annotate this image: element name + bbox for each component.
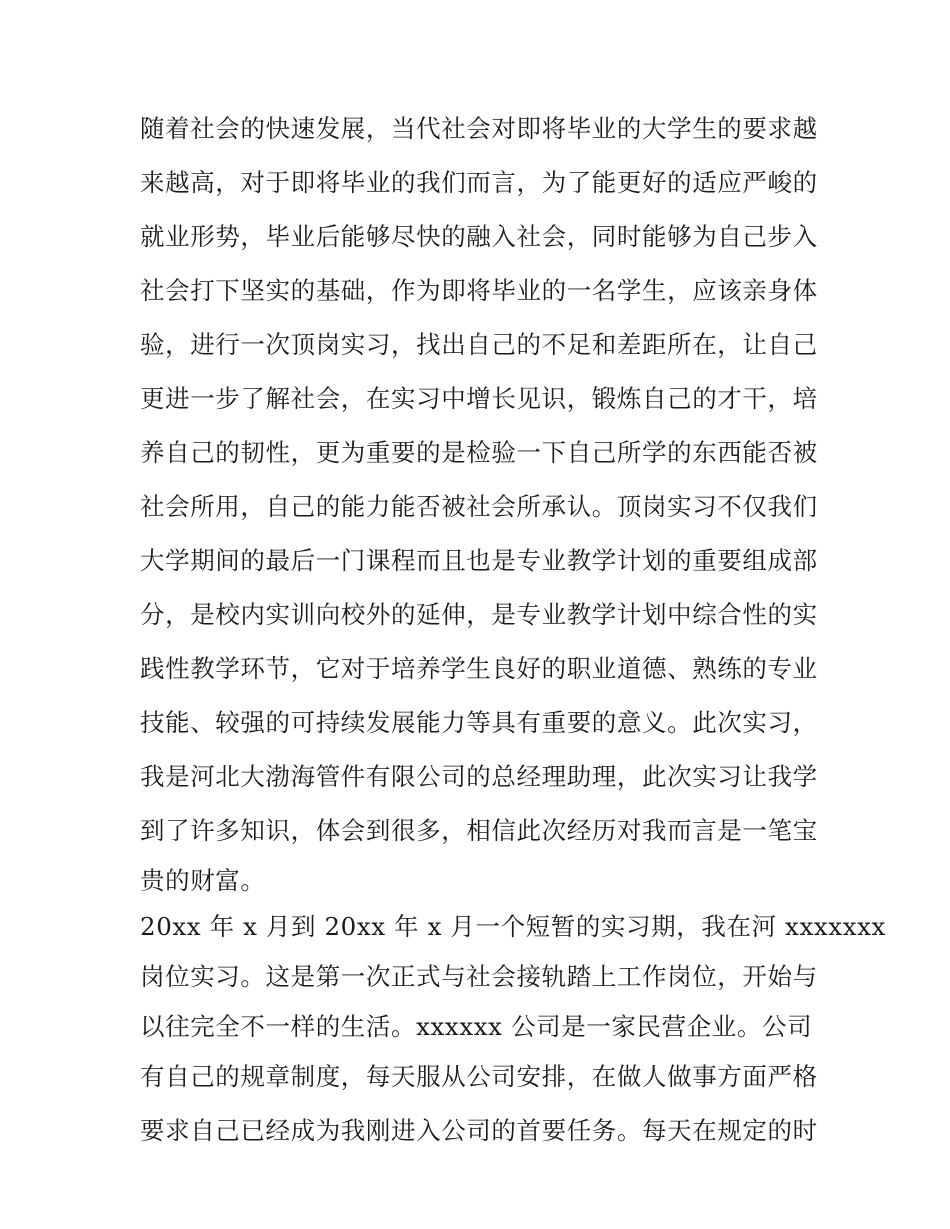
text-line: 岗位实习。这是第一次正式与社会接轨踏上工作岗位，开始与 (140, 962, 818, 991)
paragraph-2 (140, 904, 886, 1158)
document-body (140, 102, 886, 1158)
text-line: 大学期间的最后一门课程而且也是专业教学计划的重要组成部 (140, 546, 818, 575)
text-line: 贵的财富。 (140, 866, 266, 895)
text-line: 到了许多知识，体会到很多，相信此次经历对我而言是一笔宝 (140, 816, 818, 845)
text-line: 分，是校内实训向校外的延伸，是专业教学计划中综合性的实 (140, 600, 818, 629)
text-line: 我是河北大渤海管件有限公司的总经理助理，此次实习让我学 (140, 762, 818, 791)
text-line: 践性教学环节，它对于培养学生良好的职业道德、熟练的专业 (140, 654, 818, 683)
text-line: 有自己的规章制度，每天服从公司安排，在做人做事方面严格 (140, 1062, 818, 1091)
text-line: 社会打下坚实的基础，作为即将毕业的一名学生，应该亲身体 (140, 276, 818, 305)
text-line: 技能、较强的可持续发展能力等具有重要的意义。此次实习， (140, 708, 818, 737)
text-line: 验，进行一次顶岗实习，找出自己的不足和差距所在，让自己 (140, 330, 818, 359)
text-line: 就业形势，毕业后能够尽快的融入社会，同时能够为自己步入 (140, 222, 818, 251)
text-line: 社会所用，自己的能力能否被社会所承认。顶岗实习不仅我们 (140, 492, 818, 521)
text-line: 20xx 年 x 月到 20xx 年 x 月一个短暂的实习期，我在河 xxxxxxx (140, 912, 886, 941)
paragraph-1 (140, 102, 820, 904)
text-line: 以往完全不一样的生活。xxxxxx 公司是一家民营企业。公司 (140, 1012, 813, 1041)
text-line: 养自己的韧性，更为重要的是检验一下自己所学的东西能否被 (140, 438, 818, 467)
text-line: 要求自己已经成为我刚进入公司的首要任务。每天在规定的时 (140, 1116, 818, 1145)
text-line: 来越高，对于即将毕业的我们而言，为了能更好的适应严峻的 (140, 168, 818, 197)
text-line: 随着社会的快速发展，当代社会对即将毕业的大学生的要求越 (140, 114, 818, 143)
text-line: 更进一步了解社会，在实习中增长见识，锻炼自己的才干，培 (140, 384, 818, 413)
